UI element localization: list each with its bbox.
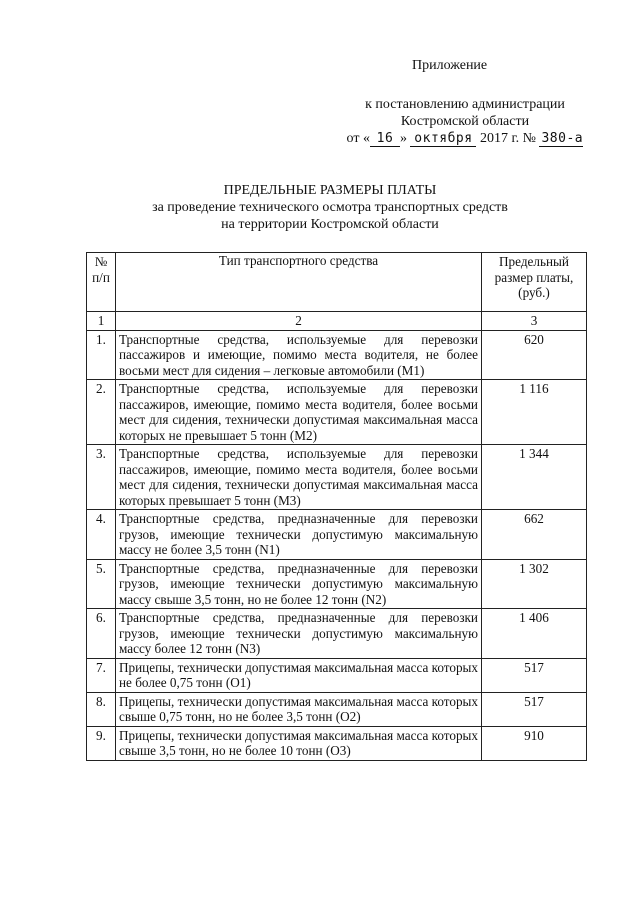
row-fee: 620 bbox=[482, 330, 587, 380]
decree-line-2: Костромской области bbox=[400, 114, 530, 129]
row-fee: 1 116 bbox=[482, 380, 587, 445]
row-vehicle-type: Прицепы, технически допустимая максимальная масса которых свыше 0,75 тонн, но не более 3,5 тонн (O2) bbox=[116, 692, 482, 726]
row-number: 4. bbox=[87, 510, 116, 560]
row-fee: 517 bbox=[482, 692, 587, 726]
row-vehicle-type: Транспортные средства, используемые для перевозки пассажиров, имеющие, помимо места водителя, более восьми мест для сидения, технически допустимая максимальная масса которых не превышает 5 тонн (M2) bbox=[116, 380, 482, 445]
title-line-3: на территории Костромской области bbox=[221, 217, 439, 232]
title-main: ПРЕДЕЛЬНЫЕ РАЗМЕРЫ ПЛАТЫ bbox=[223, 183, 437, 198]
table-header-row bbox=[87, 253, 587, 312]
table-row bbox=[87, 692, 587, 726]
table-row bbox=[87, 559, 587, 609]
date-mid: » bbox=[399, 131, 407, 146]
row-number: 3. bbox=[87, 445, 116, 510]
row-fee: 910 bbox=[482, 726, 587, 760]
row-number: 7. bbox=[87, 658, 116, 692]
row-vehicle-type: Прицепы, технически допустимая максимальная масса которых не более 0,75 тонн (O1) bbox=[116, 658, 482, 692]
row-vehicle-type: Транспортные средства, используемые для перевозки пассажиров, имеющие, помимо места водителя, более восьми мест для сидения, технически допустимая максимальная масса которых превышает 5 тонн (M3) bbox=[116, 445, 482, 510]
column-number-3: 3 bbox=[482, 312, 587, 331]
table-row bbox=[87, 609, 587, 659]
title-line-2: за проведение технического осмотра транспортных средств bbox=[152, 200, 508, 215]
row-fee: 1 302 bbox=[482, 559, 587, 609]
date-year-number-label: 2017 г. № bbox=[479, 131, 536, 146]
table-row bbox=[87, 445, 587, 510]
header-fee: Предельный размер платы, (руб.) bbox=[482, 253, 587, 312]
row-vehicle-type: Транспортные средства, используемые для перевозки пассажиров и имеющие, помимо места водителя, не более восьми мест для сидения – легковые автомобили (M1) bbox=[116, 330, 482, 380]
table-row bbox=[87, 330, 587, 380]
table-row bbox=[87, 658, 587, 692]
row-number: 6. bbox=[87, 609, 116, 659]
document-title bbox=[90, 182, 570, 233]
date-day-handwritten: 16 bbox=[370, 132, 400, 147]
fees-table bbox=[86, 252, 587, 761]
row-vehicle-type: Прицепы, технически допустимая максимальная масса которых свыше 3,5 тонн, но не более 10 тонн (O3) bbox=[116, 726, 482, 760]
decree-date-line bbox=[330, 130, 600, 147]
row-fee: 1 344 bbox=[482, 445, 587, 510]
table-row bbox=[87, 726, 587, 760]
row-vehicle-type: Транспортные средства, предназначенные для перевозки грузов, имеющие технически допустимую максимальную массу свыше 3,5 тонн, но не более 12 тонн (N2) bbox=[116, 559, 482, 609]
decree-reference bbox=[330, 96, 600, 147]
decree-line-1: к постановлению администрации bbox=[365, 97, 565, 112]
header-number: № п/п bbox=[87, 253, 116, 312]
row-fee: 662 bbox=[482, 510, 587, 560]
column-number-2: 2 bbox=[116, 312, 482, 331]
date-month-handwritten: октября bbox=[410, 132, 476, 147]
row-number: 5. bbox=[87, 559, 116, 609]
row-number: 1. bbox=[87, 330, 116, 380]
column-number-1: 1 bbox=[87, 312, 116, 331]
table-row bbox=[87, 380, 587, 445]
row-number: 8. bbox=[87, 692, 116, 726]
header-vehicle-type: Тип транспортного средства bbox=[116, 253, 482, 312]
row-vehicle-type: Транспортные средства, предназначенные для перевозки грузов, имеющие технически допустимую максимальную массу не более 3,5 тонн (N1) bbox=[116, 510, 482, 560]
appendix-label: Приложение bbox=[412, 58, 488, 73]
table-row bbox=[87, 510, 587, 560]
row-fee: 1 406 bbox=[482, 609, 587, 659]
row-vehicle-type: Транспортные средства, предназначенные для перевозки грузов, имеющие технически допустимую максимальную массу более 12 тонн (N3) bbox=[116, 609, 482, 659]
date-prefix: от « bbox=[346, 131, 370, 146]
row-number: 9. bbox=[87, 726, 116, 760]
doc-number-handwritten: 380-а bbox=[541, 131, 584, 146]
row-number: 2. bbox=[87, 380, 116, 445]
row-fee: 517 bbox=[482, 658, 587, 692]
column-number-row bbox=[87, 312, 587, 331]
